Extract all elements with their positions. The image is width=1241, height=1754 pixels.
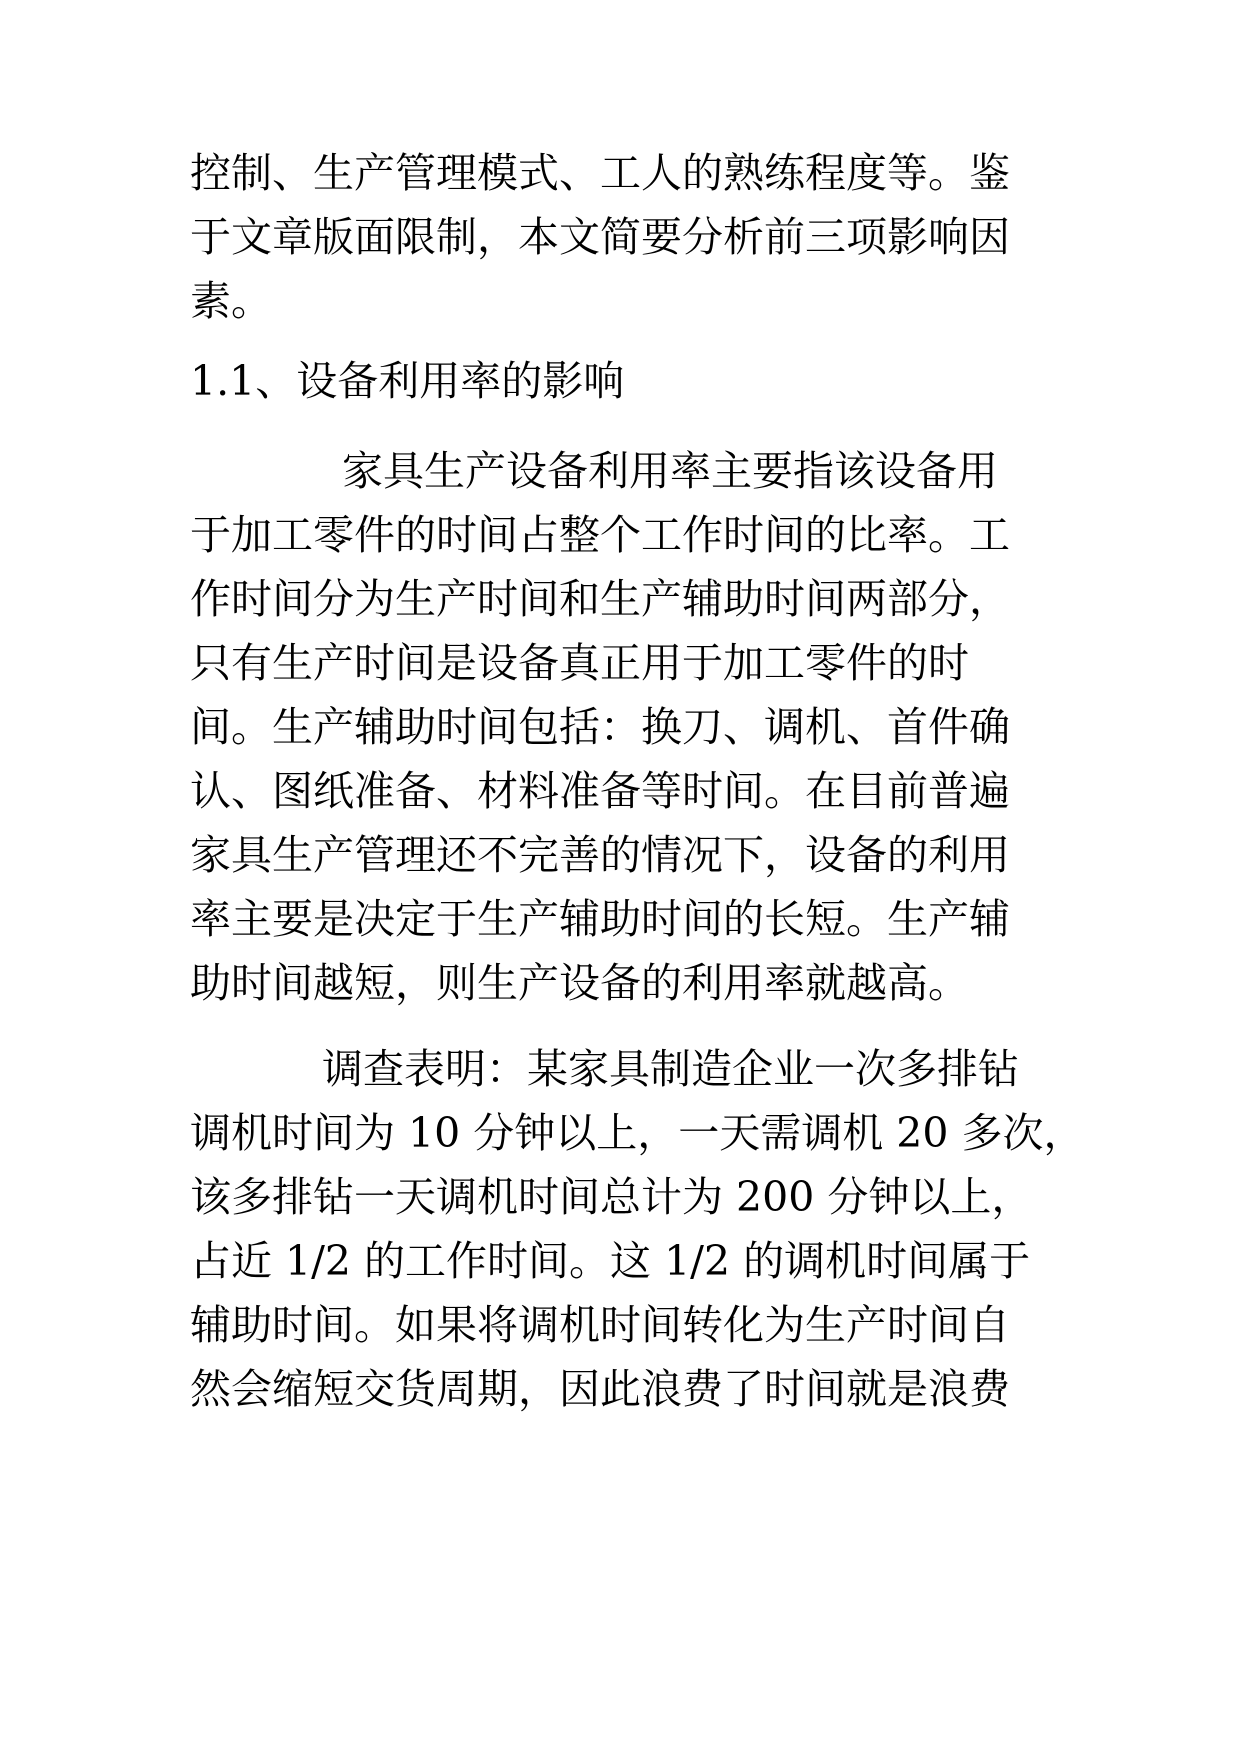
section-heading: 1.1、设备利用率的影响 (190, 357, 625, 405)
text-line: 作时间分为生产时间和生产辅助时间两部分， (190, 575, 1010, 623)
text-line: 该多排钻一天调机时间总计为 200 分钟以上， (190, 1173, 1033, 1221)
paragraph-first-line: 家具生产设备利用率主要指该设备用 (342, 447, 998, 495)
text-line: 占近 1/2 的工作时间。这 1/2 的调机时间属于 (190, 1237, 1031, 1285)
text-line: 于加工零件的时间占整个工作时间的比率。工 (190, 511, 1010, 559)
text-line: 率主要是决定于生产辅助时间的长短。生产辅 (190, 895, 1010, 943)
text-line: 然会缩短交货周期，因此浪费了时间就是浪费 (190, 1365, 1010, 1413)
text-line: 于文章版面限制，本文简要分析前三项影响因 (190, 213, 1010, 261)
text-line: 素。 (190, 277, 272, 325)
text-line: 辅助时间。如果将调机时间转化为生产时间自 (190, 1301, 1010, 1349)
text-line: 家具生产管理还不完善的情况下，设备的利用 (190, 831, 1010, 879)
paragraph-first-line: 调查表明：某家具制造企业一次多排钻 (322, 1045, 1019, 1093)
text-line: 认、图纸准备、材料准备等时间。在目前普遍 (190, 767, 1010, 815)
text-line: 调机时间为 10 分钟以上，一天需调机 20 多次， (190, 1109, 1085, 1157)
text-line: 只有生产时间是设备真正用于加工零件的时 (190, 639, 969, 687)
text-line: 控制、生产管理模式、工人的熟练程度等。鉴 (190, 149, 1010, 197)
text-line: 间。生产辅助时间包括：换刀、调机、首件确 (190, 703, 1010, 751)
text-line: 助时间越短，则生产设备的利用率就越高。 (190, 959, 969, 1007)
